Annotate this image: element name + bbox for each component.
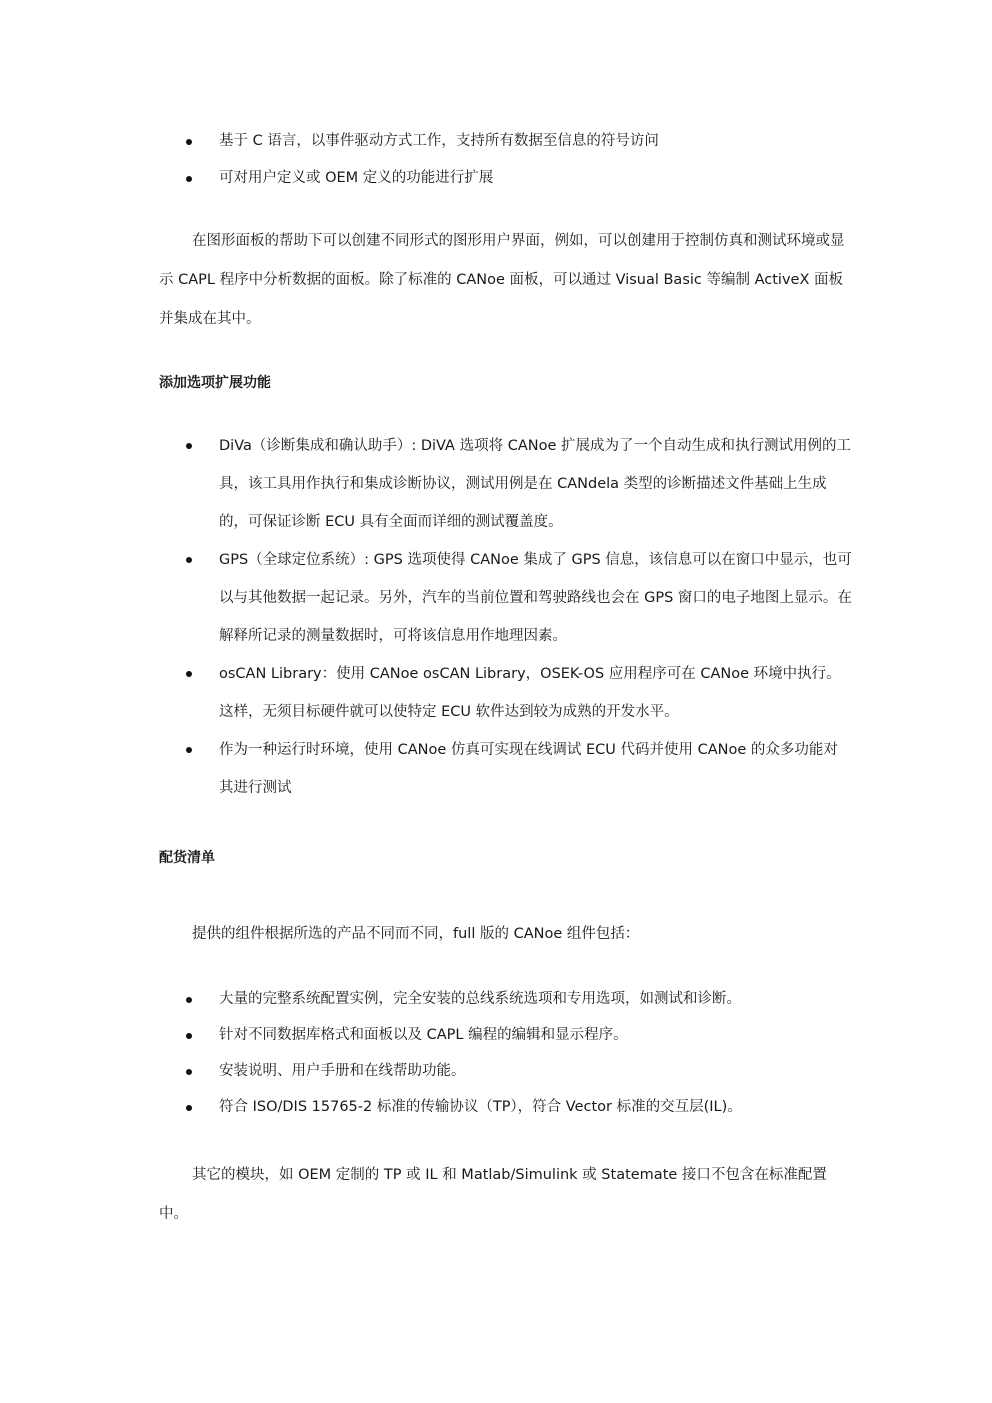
list-item [0,1017,992,1053]
closing-paragraph: 其它的模块，如 OEM 定制的 TP 或 IL 和 Matlab/Simulink 或 Statemate 接口不包含在标准配置中。 [159,1167,827,1222]
list-item-text: 安装说明、用户手册和在线帮助功能。 [219,1063,466,1079]
bullet-dot-icon [186,747,192,753]
panel-paragraph: 在图形面板的帮助下可以创建不同形式的图形用户界面，例如，可以创建用于控制仿真和测试环境或显示 CAPL 程序中分析数据的面板。除了标准的 CANoe 面板，可以通过 Visual Basic 等编制 ActiveX 面板并集成在其中。 [159,233,845,327]
bullet-dot-icon [186,1069,192,1075]
list-item [0,541,992,655]
bullet-dot-icon [186,997,192,1003]
bullet-dot-icon [186,139,192,145]
bullet-dot-icon [186,443,192,449]
bullet-list-options [0,427,992,807]
list-item-text: 作为一种运行时环境，使用 CANoe 仿真可实现在线调试 ECU 代码并使用 CANoe 的众多功能对其进行测试 [219,742,838,796]
list-item-text: 基于 C 语言，以事件驱动方式工作，支持所有数据至信息的符号访问 [219,133,659,149]
list-item [0,427,992,541]
bullet-dot-icon [186,557,192,563]
list-item [0,981,992,1017]
bullet-dot-icon [186,671,192,677]
list-item [0,655,992,731]
list-item-text: 符合 ISO/DIS 15765-2 标准的传输协议（TP），符合 Vector 标准的交互层(IL)。 [219,1099,742,1115]
bullet-list-capl [0,123,992,197]
section-heading-options: 添加选项扩展功能 [159,375,271,391]
list-item [0,1089,992,1125]
bullet-dot-icon [186,176,192,182]
list-item [0,123,992,160]
list-item-text: osCAN Library：使用 CANoe osCAN Library，OSEK-OS 应用程序可在 CANoe 环境中执行。这样，无须目标硬件就可以使特定 ECU 软件达到较为成熟的开发水平。 [219,666,841,720]
list-item-text: 针对不同数据库格式和面板以及 CAPL 编程的编辑和显示程序。 [219,1027,628,1043]
list-item [0,160,992,197]
section-heading-delivery: 配货清单 [159,850,215,866]
bullet-dot-icon [186,1033,192,1039]
bullet-list-delivery [0,981,992,1125]
delivery-intro-paragraph: 提供的组件根据所选的产品不同而不同，full 版的 CANoe 组件包括： [192,926,640,942]
list-item [0,1053,992,1089]
bullet-dot-icon [186,1105,192,1111]
list-item [0,731,992,807]
list-item-text: DiVa（诊断集成和确认助手）: DiVA 选项将 CANoe 扩展成为了一个自动生成和执行测试用例的工具，该工具用作执行和集成诊断协议，测试用例是在 CANdela 类型的诊断描述文件基础上生成的，可保证诊断 ECU 具有全面而详细的测试覆盖度。 [219,438,851,530]
list-item-text: 可对用户定义或 OEM 定义的功能进行扩展 [219,170,494,186]
list-item-text: 大量的完整系统配置实例，完全安装的总线系统选项和专用选项，如测试和诊断。 [219,991,741,1007]
list-item-text: GPS（全球定位系统）: GPS 选项使得 CANoe 集成了 GPS 信息，该信息可以在窗口中显示，也可以与其他数据一起记录。另外，汽车的当前位置和驾驶路线也会在 GPS 窗口的电子地图上显示。在解释所记录的测量数据时，可将该信息用作地理因素。 [219,552,852,644]
